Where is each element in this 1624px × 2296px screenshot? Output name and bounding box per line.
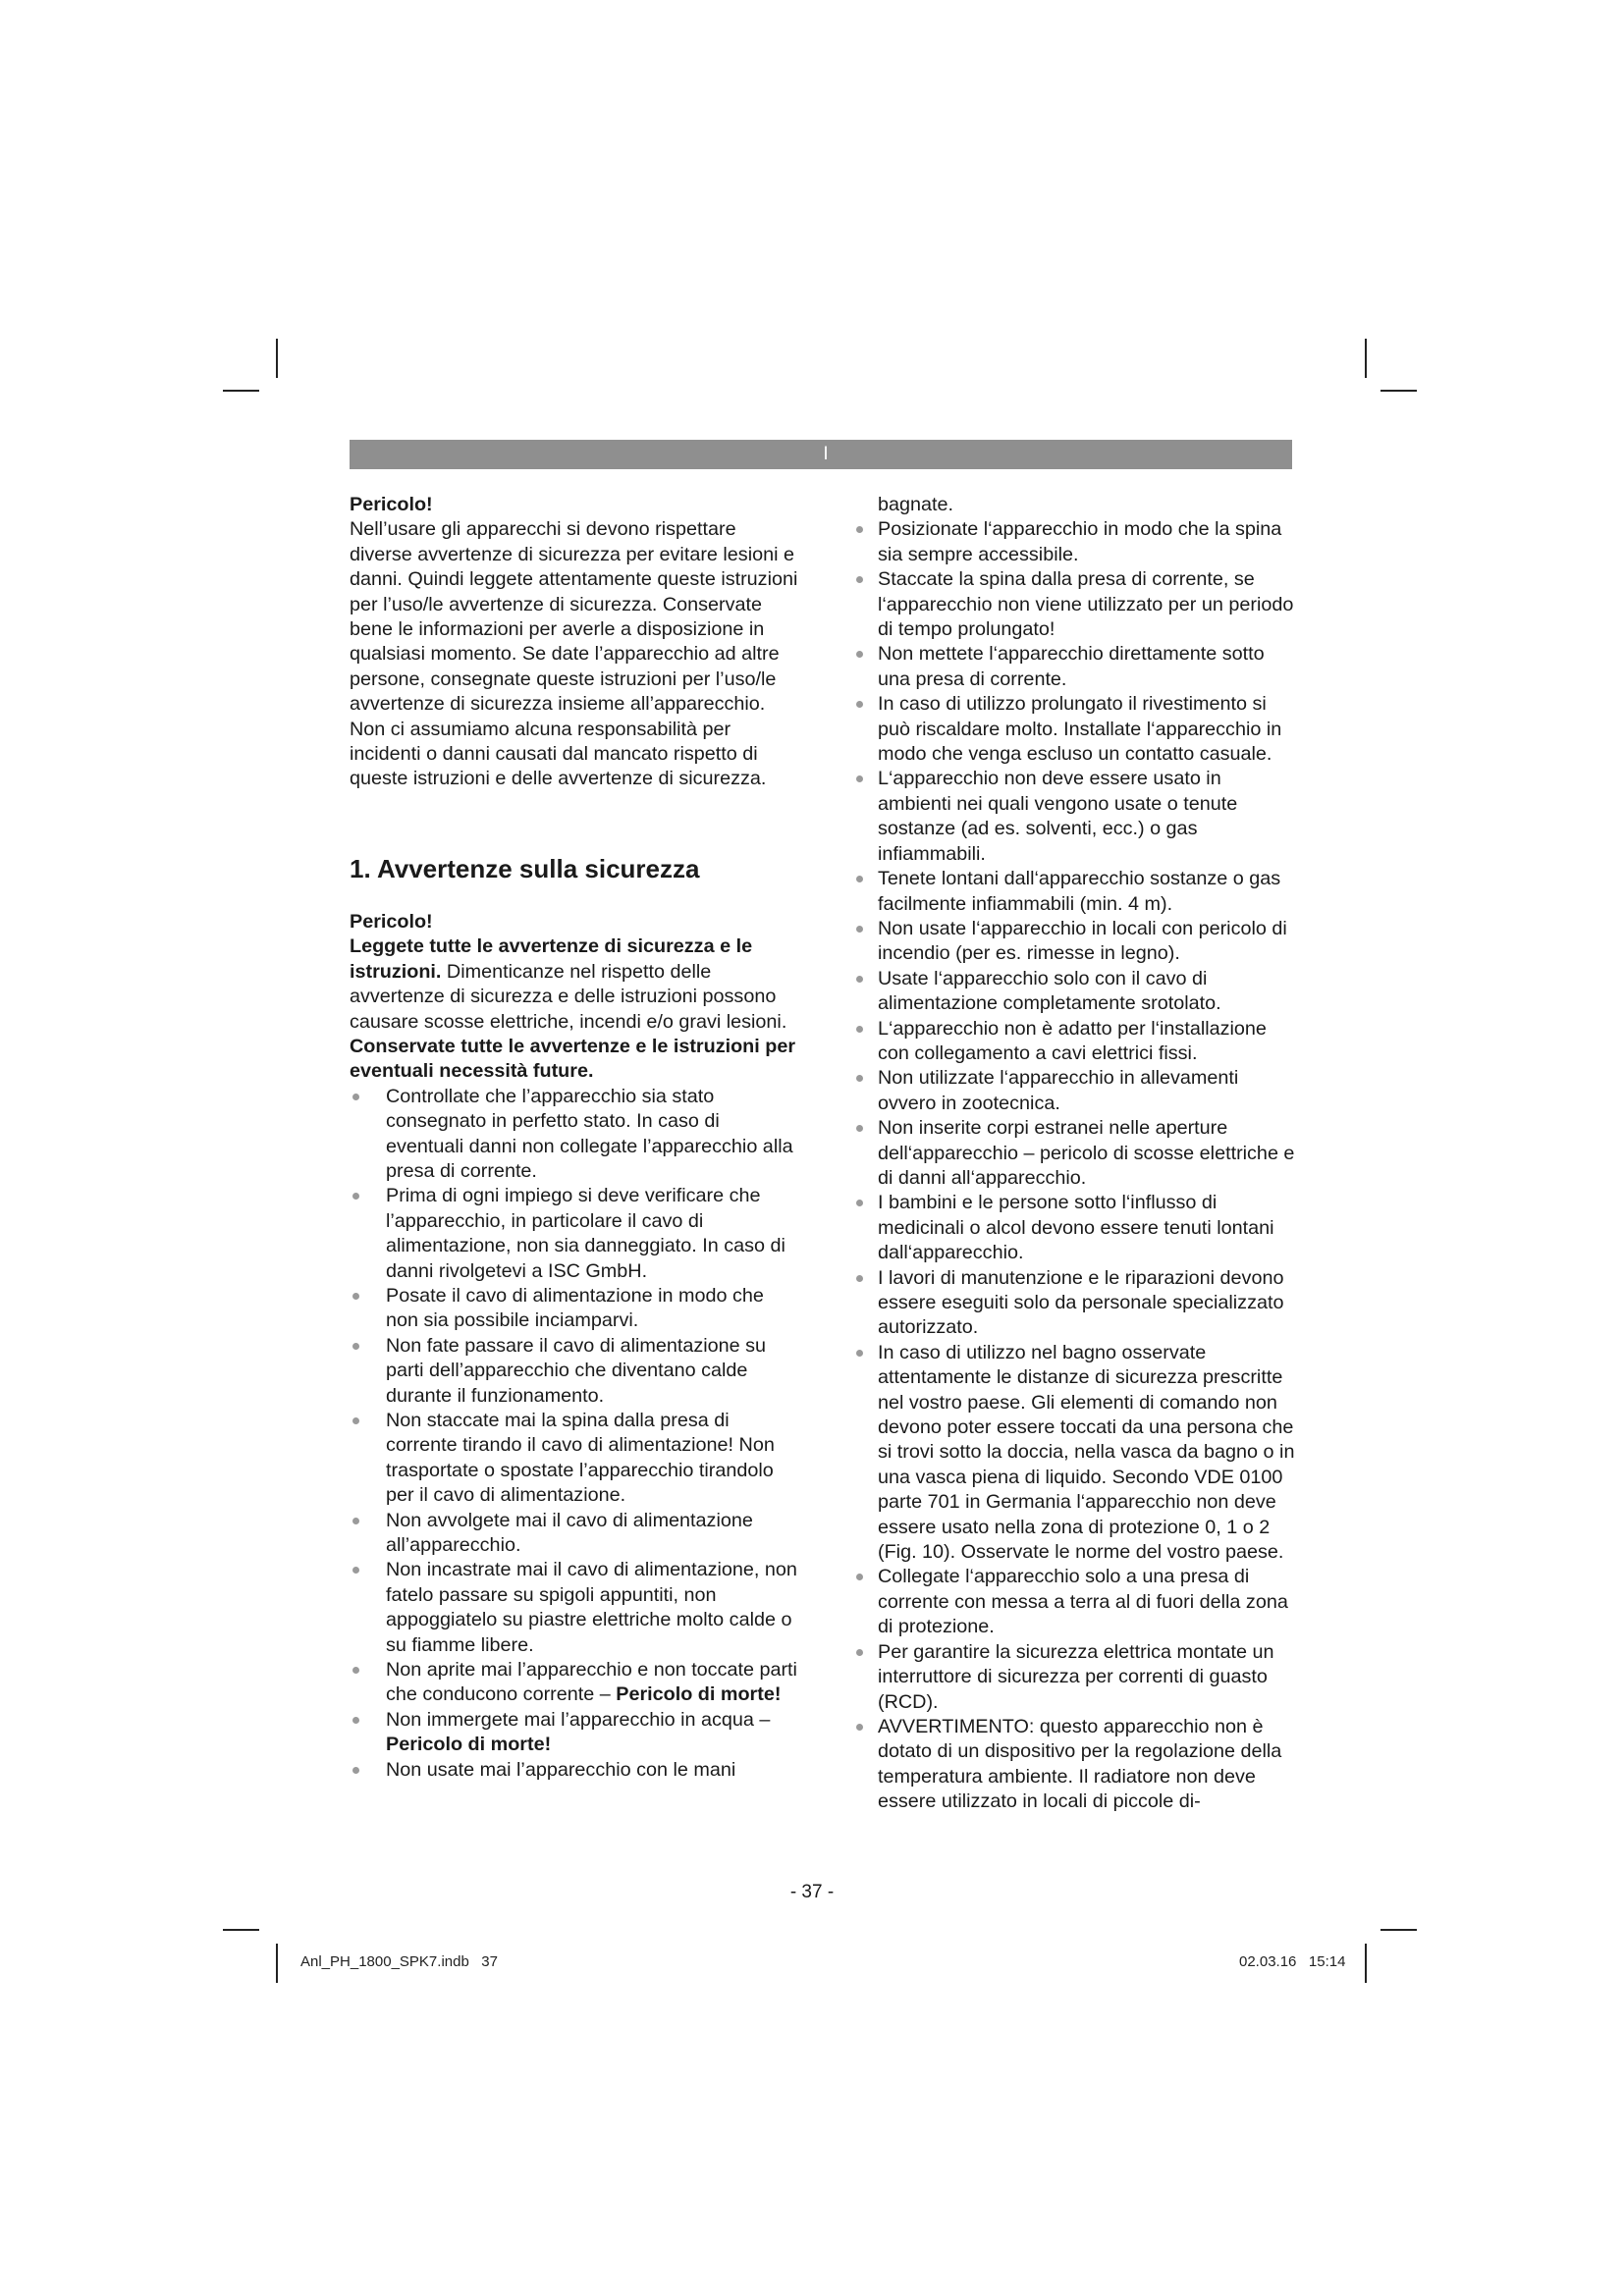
- list-item: Non avvolgete mai il cavo di alimentazione all’apparecchio.: [350, 1509, 801, 1559]
- list-item: Non inserite corpi estranei nelle aperture dell‘apparecchio – pericolo di scosse elettriche e di danni all‘apparecchio.: [854, 1116, 1296, 1191]
- list-item: Non usate l‘apparecchio in locali con pericolo di incendio (per es. rimesse in legno).: [854, 917, 1296, 967]
- lead-bold-1: Leggete tutte le avvertenze di sicurezza e le istruzioni.: [350, 935, 753, 983]
- crop-mark: [276, 339, 278, 378]
- list-item: In caso di utilizzo nel bagno osservate attentamente le distanze di sicurezza prescritte nel vostro paese. Gli elementi di comando non devono poter essere toccati da una persona che si trovi sotto la doccia, nella vasca da bagno o in una vasca piena di liquido. Secondo VDE 0100 parte 701 in Germania l‘apparecchio non deve essere usato nella zona di protezione 0, 1 o 2 (Fig. 10). Osservate le norme del vostro paese.: [854, 1341, 1296, 1566]
- list-item-text: Non aprite mai l’apparecchio e non toccate parti che conducono corrente –: [386, 1659, 797, 1706]
- list-item: AVVERTIMENTO: questo apparecchio non è dotato di un dispositivo per la regolazione della temperatura ambiente. Il radiatore non deve essere utilizzato in locali di piccole di-: [854, 1715, 1296, 1815]
- intro-heading: Pericolo!: [350, 494, 433, 515]
- right-column: [854, 493, 1296, 1815]
- print-timestamp: 02.03.16 15:14: [1239, 1953, 1346, 1970]
- crop-mark: [223, 390, 259, 392]
- list-item: In caso di utilizzo prolungato il rivestimento si può riscaldare molto. Installate l‘apparecchio in modo che venga escluso un contatto casuale.: [854, 692, 1296, 767]
- list-item-bold: Pericolo di morte!: [616, 1683, 782, 1706]
- lead-bold-2: Conservate tutte le avvertenze e le istruzioni per eventuali necessità future.: [350, 1035, 796, 1083]
- crop-mark: [223, 1929, 259, 1931]
- list-item: Non usate mai l’apparecchio con le mani: [350, 1758, 801, 1783]
- list-item: L‘apparecchio non è adatto per l‘installazione con collegamento a cavi elettrici fissi.: [854, 1017, 1296, 1067]
- warning-heading: Pericolo!: [350, 910, 433, 933]
- intro-text: Nell’usare gli apparecchi si devono rispettare diverse avvertenze di sicurezza per evitare lesioni e danni. Quindi leggete attentamente queste istruzioni per l’uso/le avvertenze di sicurezza. Conservate bene le informazioni per averle a disposizione in qualsiasi momento. Se date l’apparecchio ad altre persone, consegnate queste istruzioni per l’uso/le avvertenze di sicurezza insieme all’apparecchio. Non ci assumiamo alcuna responsabilità per incidenti o danni causati dal mancato rispetto di queste istruzioni e delle avvertenze di sicurezza.: [350, 518, 798, 790]
- list-item: [350, 1708, 801, 1758]
- list-item: Non mettete l‘apparecchio direttamente sotto una presa di corrente.: [854, 642, 1296, 692]
- list-item: [350, 1658, 801, 1708]
- list-item: Usate l‘apparecchio solo con il cavo di alimentazione completamente srotolato.: [854, 967, 1296, 1017]
- list-item: Tenete lontani dall‘apparecchio sostanze o gas facilmente infiammabili (min. 4 m).: [854, 867, 1296, 917]
- list-item: Non staccate mai la spina dalla presa di corrente tirando il cavo di alimentazione! Non trasportate o spostate l’apparecchio tirandolo per il cavo di alimentazione.: [350, 1409, 801, 1509]
- list-item: I lavori di manutenzione e le riparazioni devono essere eseguiti solo da personale specializzato autorizzato.: [854, 1266, 1296, 1341]
- list-item: Posizionate l‘apparecchio in modo che la spina sia sempre accessibile.: [854, 517, 1296, 567]
- header-bar: [350, 440, 1292, 469]
- crop-mark: [1380, 1929, 1417, 1931]
- list-item-bold: Pericolo di morte!: [386, 1734, 552, 1756]
- language-marker: I: [823, 444, 829, 464]
- crop-mark: [1380, 390, 1417, 392]
- lead-paragraph: [350, 934, 801, 1084]
- safety-list-right: [854, 493, 1296, 1815]
- list-item: Non utilizzate l‘apparecchio in allevamenti ovvero in zootecnica.: [854, 1066, 1296, 1116]
- crop-mark: [276, 1944, 278, 1983]
- list-item: Controllate che l’apparecchio sia stato consegnato in perfetto stato. In caso di eventuali danni non collegate l’apparecchio alla presa di corrente.: [350, 1085, 801, 1185]
- list-item: Staccate la spina dalla presa di corrente, se l‘apparecchio non viene utilizzato per un periodo di tempo prolungato!: [854, 567, 1296, 642]
- list-item-continuation: bagnate.: [878, 494, 954, 515]
- list-item: Non incastrate mai il cavo di alimentazione, non fatelo passare su spigoli appuntiti, non appoggiatelo su piastre elettriche molto calde o su fiamme libere.: [350, 1558, 801, 1658]
- crop-mark: [1365, 339, 1367, 378]
- list-item: L‘apparecchio non deve essere usato in ambienti nei quali vengono usate o tenute sostanze (ad es. solventi, ecc.) o gas infiammabili.: [854, 767, 1296, 867]
- crop-mark: [1365, 1944, 1367, 1983]
- section-title: 1. Avvertenze sulla sicurezza: [350, 853, 700, 883]
- lead-text: Dimenticanze nel rispetto delle avvertenze di sicurezza e delle istruzioni possono causare scosse elettriche, incendi e/o gravi lesioni.: [350, 960, 787, 1033]
- list-item-text: Non immergete mai l’apparecchio in acqua –: [386, 1708, 771, 1731]
- file-slug: Anl_PH_1800_SPK7.indb 37: [300, 1953, 498, 1970]
- list-item: Posate il cavo di alimentazione in modo che non sia possibile inciamparvi.: [350, 1284, 801, 1334]
- list-item: Collegate l‘apparecchio solo a una presa di corrente con messa a terra al di fuori della zona di protezione.: [854, 1565, 1296, 1639]
- list-item: I bambini e le persone sotto l‘influsso di medicinali o alcol devono essere tenuti lontani dall‘apparecchio.: [854, 1191, 1296, 1265]
- list-item: Non fate passare il cavo di alimentazione su parti dell’apparecchio che diventano calde durante il funzionamento.: [350, 1334, 801, 1409]
- left-column: [350, 493, 801, 1783]
- page-number: - 37 -: [789, 1882, 835, 1902]
- safety-list-left: [350, 1085, 801, 1783]
- list-item: Prima di ogni impiego si deve verificare che l’apparecchio, in particolare il cavo di alimentazione, non sia danneggiato. In caso di danni rivolgetevi a ISC GmbH.: [350, 1184, 801, 1284]
- list-item: Per garantire la sicurezza elettrica montate un interruttore di sicurezza per correnti di guasto (RCD).: [854, 1640, 1296, 1715]
